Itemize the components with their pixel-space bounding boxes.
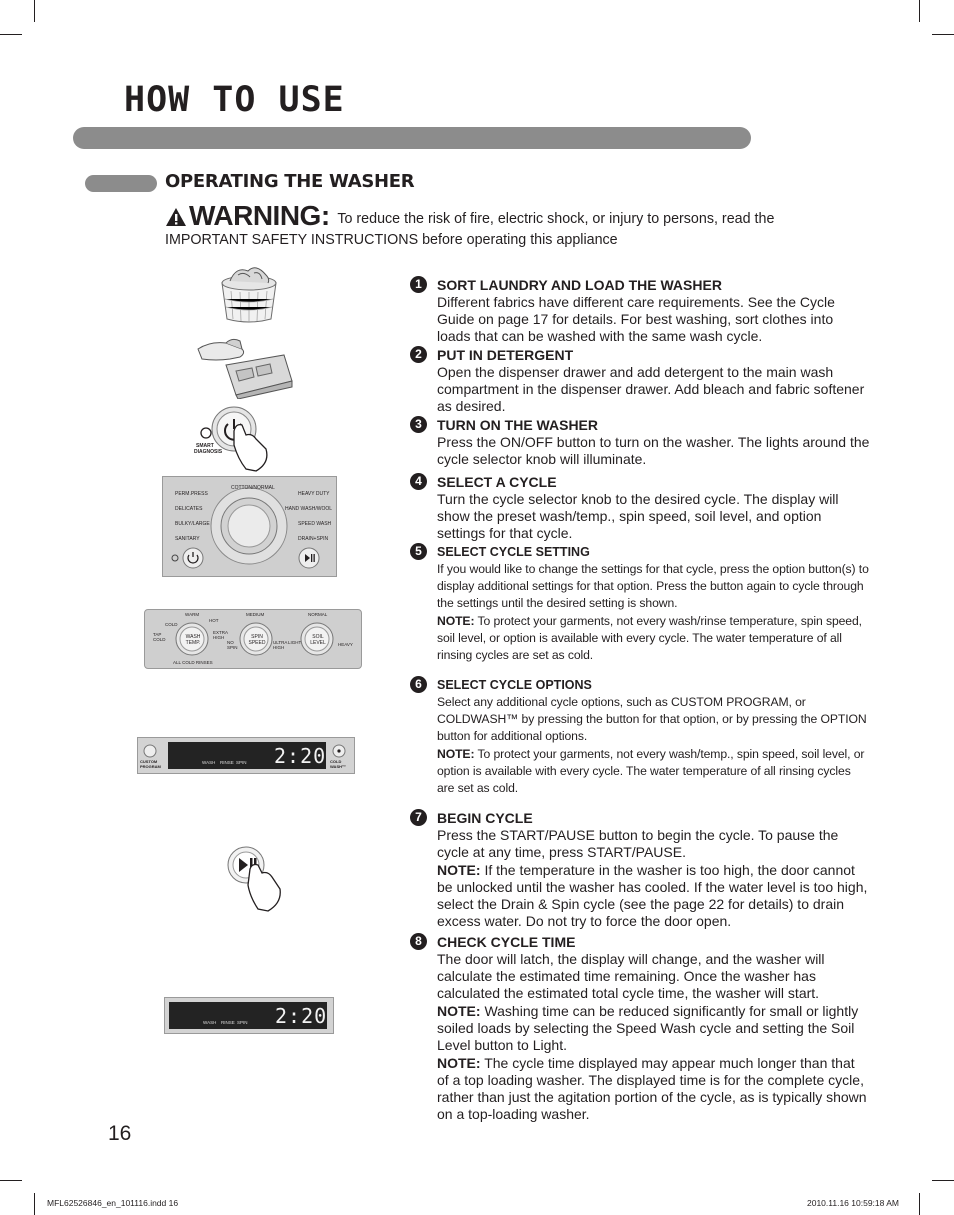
note-text: If the temperature in the washer is too high, the door cannot be unlocked until the washer has cooled. If the water level is too high, select the Drain & Spin cycle (see the page 22 for details) to drain excess water. Do not try to force the door open.: [437, 862, 868, 929]
power-button-illustration: [194, 405, 280, 473]
setting-label: ULTRA HIGH: [273, 640, 288, 650]
setting-label: HOT: [209, 618, 219, 623]
step-note: [437, 1055, 870, 1123]
crop-mark: [932, 1180, 954, 1181]
step-text: Different fabrics have different care requirements. See the Cycle Guide on page 17 for details. For best washing, sort clothes into loads that can be washed with the same wash cycle.: [437, 294, 835, 344]
warning-triangle-icon: [165, 207, 187, 232]
display-time: 2:20: [275, 1004, 328, 1028]
footer-timestamp: 2010.11.16 10:59:18 AM: [807, 1198, 900, 1208]
note-label: NOTE:: [437, 862, 481, 878]
step-title: SORT LAUNDRY AND LOAD THE WASHER: [437, 277, 722, 293]
display-row-label: WASH: [203, 1020, 217, 1025]
note-text: The cycle time displayed may appear much longer than that of a top loading washer. The displayed time is for the complete cycle, rather than just the agitation portion of the cycle, as is typically shown on a top-loading washer.: [437, 1055, 867, 1122]
laundry-basket-illustration: [216, 261, 282, 325]
step-number: 7: [410, 809, 427, 826]
step-number: 8: [410, 933, 427, 950]
setting-label: SPIN SPEED: [248, 634, 266, 646]
step-text: Press the ON/OFF button to turn on the washer. The lights around the cycle selector knob will illuminate.: [437, 434, 870, 467]
step-title: TURN ON THE WASHER: [437, 417, 598, 433]
step-note: [437, 613, 870, 664]
setting-label: NORMAL: [308, 612, 328, 617]
step-5: [410, 544, 870, 664]
cycle-selector-panel: [162, 476, 337, 577]
section-title-bar: [73, 127, 751, 149]
crop-mark: [0, 1180, 22, 1181]
crop-mark: [919, 0, 920, 22]
setting-label: WASH TEMP.: [185, 634, 201, 646]
crop-mark: [932, 34, 954, 35]
step-title: CHECK CYCLE TIME: [437, 934, 576, 950]
display-row-label: RINSE: [221, 1020, 235, 1025]
display-row-label: SPIN: [236, 760, 247, 765]
setting-label: SOIL LEVEL: [310, 634, 326, 646]
crop-mark: [919, 1193, 920, 1215]
step-text: Turn the cycle selector knob to the desired cycle. The display will show the preset wash/temp., spin speed, soil level, and option settings for that cycle.: [437, 491, 839, 541]
cold-wash-label: COLD WASH™: [330, 759, 346, 769]
step-title: PUT IN DETERGENT: [437, 347, 574, 363]
dial-label: DELICATES: [175, 506, 203, 512]
step-text: [437, 561, 870, 612]
start-pause-button-illustration: [218, 843, 282, 913]
cycle-settings-panel: [144, 609, 362, 669]
dial-label: PERM.PRESS: [175, 491, 208, 497]
note-text: To protect your garments, not every wash/temp., spin speed, soil level, or option is available with every cycle. The water temperature of all rinsing cycles are set as cold.: [437, 747, 865, 795]
warning-label: WARNING:: [189, 200, 330, 231]
crop-mark: [34, 1193, 35, 1215]
note-text: To protect your garments, not every wash/rinse temperature, spin speed, soil level, or option is available with every cycle. The water temperature of all rinsing cycles are set as cold.: [437, 614, 862, 662]
step-note: [437, 862, 870, 930]
note-label: NOTE:: [437, 747, 475, 761]
detergent-drawer-illustration: [196, 337, 296, 399]
crop-mark: [34, 0, 35, 22]
svg-text:DIAGNOSIS: DIAGNOSIS: [194, 449, 223, 455]
display-row-label: SPIN: [237, 1020, 248, 1025]
setting-label: EXTRA HIGH: [213, 630, 228, 640]
step-note: [437, 1003, 870, 1054]
page-number: 16: [108, 1122, 132, 1145]
step-text: Open the dispenser drawer and add detergent to the main wash compartment in the dispenser drawer. Add bleach and fabric softener as desired.: [437, 364, 865, 414]
step-number: 6: [410, 676, 427, 693]
dial-label: HAND WASH/WOOL: [285, 506, 333, 512]
setting-label: COLD: [165, 622, 178, 627]
setting-label: LIGHT: [288, 640, 302, 645]
dial-label: SPEED WASH: [298, 521, 332, 527]
setting-label: ALL COLD RINSES: [173, 660, 213, 665]
warning-block: [165, 200, 825, 249]
step-text-body: If you would like to change the settings for that cycle, press the option button(s) to display additional settings for that option. Press the button again to cycle through the settings until the desired setting is shown.: [437, 562, 869, 610]
step-number: 5: [410, 543, 427, 560]
step-3: [410, 417, 870, 468]
display-time: 2:20: [274, 744, 327, 768]
step-note: [437, 746, 870, 797]
crop-mark: [0, 34, 22, 35]
note-label: NOTE:: [437, 614, 475, 628]
step-text: The door will latch, the display will change, and the washer will calculate the estimated time remaining. Once the washer has calculated the estimated total cycle time, the washer will start.: [437, 951, 825, 1001]
dial-label: BULKY/LARGE: [175, 521, 210, 527]
step-number: 1: [410, 276, 427, 293]
display-row-label: RINSE: [220, 760, 234, 765]
step-title: SELECT CYCLE SETTING: [437, 545, 590, 559]
dial-label: DRAIN+SPIN: [298, 536, 329, 542]
dial-label: SANITARY: [175, 536, 200, 542]
step-7: [410, 810, 870, 930]
dial-label: HEAVY DUTY: [298, 491, 330, 497]
setting-label: MEDIUM: [246, 612, 265, 617]
display-panel-time: [164, 997, 334, 1034]
step-title: SELECT CYCLE OPTIONS: [437, 678, 592, 692]
dial-label: COTTON/NORMAL: [231, 485, 275, 491]
step-text: Press the START/PAUSE button to begin the cycle. To pause the cycle at any time, press START/PAUSE.: [437, 827, 839, 860]
step-text-body: Select any additional cycle options, such as CUSTOM PROGRAM, or COLDWASH™ by pressing the button for that option, or by pressing the OPTION button for additional options.: [437, 695, 867, 743]
step-2: [410, 347, 870, 415]
section-title: HOW TO USE: [124, 80, 345, 120]
warning-text: To reduce the risk of fire, electric shock, or injury to persons, read the IMPORTANT SAFETY INSTRUCTIONS before operating this appliance: [165, 211, 775, 248]
step-4: [410, 474, 870, 542]
subsection-pill: [85, 175, 157, 192]
step-8: [410, 934, 870, 1123]
note-label: NOTE:: [437, 1003, 481, 1019]
svg-text:SMART: SMART: [196, 443, 214, 449]
step-number: 3: [410, 416, 427, 433]
setting-label: NO SPIN: [227, 640, 238, 650]
setting-label: TAP COLD: [153, 632, 166, 642]
subsection-title: OPERATING THE WASHER: [165, 171, 415, 192]
custom-program-label: CUSTOM PROGRAM: [140, 759, 161, 769]
step-title: BEGIN CYCLE: [437, 810, 533, 826]
step-title: SELECT A CYCLE: [437, 474, 557, 490]
note-text: Washing time can be reduced significantly for small or lightly soiled loads by selecting the Speed Wash cycle and setting the Soil Level button to Light.: [437, 1003, 859, 1053]
step-number: 4: [410, 473, 427, 490]
footer-file-info: MFL62526846_en_101116.indd 16: [47, 1198, 179, 1208]
display-row-label: WASH: [202, 760, 216, 765]
step-number: 2: [410, 346, 427, 363]
step-text: [437, 694, 870, 745]
display-panel-options: [137, 737, 355, 774]
note-label: NOTE:: [437, 1055, 481, 1071]
setting-label: WARM: [185, 612, 200, 617]
step-1: [410, 277, 870, 345]
setting-label: HEAVY: [338, 642, 353, 647]
step-6: [410, 677, 870, 797]
